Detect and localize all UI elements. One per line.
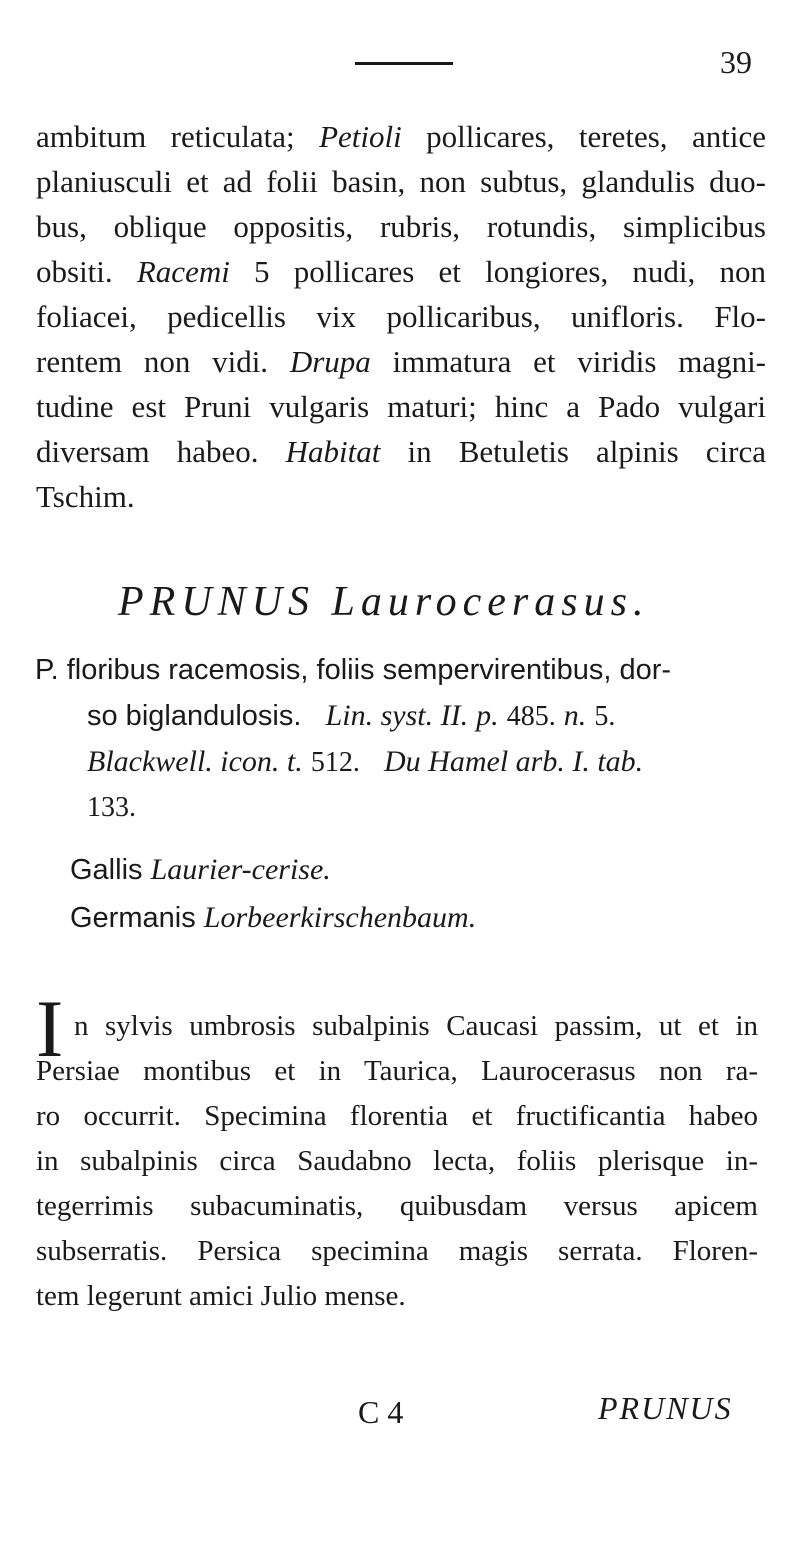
header-rule <box>355 62 453 65</box>
drop-cap: I <box>36 983 64 1074</box>
page-number: 39 <box>720 44 752 80</box>
text-line: tem legerunt amici Julio mense. <box>36 1280 406 1312</box>
diagnosis-line: 133. <box>87 792 136 823</box>
text-line: n sylvis umbrosis subalpinis Caucasi passim, ut et in <box>74 1010 758 1042</box>
vernacular-names <box>70 846 476 942</box>
text-line: diversam habeo. Habitat in Betuletis alpinis circa <box>36 434 766 469</box>
text-line: foliacei, pedicellis vix pollicaribus, unifloris. Flo- <box>36 299 766 334</box>
text-line: rentem non vidi. Drupa immatura et viridis magni- <box>36 344 767 379</box>
text-line: bus, oblique oppositis, rubris, rotundis, simplicibus <box>36 209 766 244</box>
text-line: subserratis. Persica specimina magis serrata. Floren- <box>36 1235 758 1267</box>
paragraph-description <box>36 114 766 519</box>
text-line: tegerrimis subacuminatis, quibusdam versus apicem <box>36 1190 758 1222</box>
text-line: obsiti. Racemi 5 pollicares et longiores, nudi, non <box>36 254 766 289</box>
text-line: planiusculi et ad folii basin, non subtus, glandulis duo- <box>36 164 766 199</box>
vernacular-germanis: Germanis Lorbeerkirschenbaum. <box>70 901 477 934</box>
text-line: Persiae montibus et in Taurica, Laurocerasus non ra- <box>36 1055 758 1087</box>
diagnosis-line: Blackwell. icon. t. 512. Du Hamel arb. I. tab. <box>87 745 644 778</box>
text-line: ambitum reticulata; Petioli pollicares, teretes, antice <box>36 119 766 154</box>
catchword: PRUNUS <box>598 1390 733 1426</box>
diagnosis-line: so biglandulosis. Lin. syst. II. p. 485. n. 5. <box>87 699 616 732</box>
text-line: in subalpinis circa Saudabno lecta, foliis plerisque in- <box>36 1145 758 1177</box>
species-heading: PRUNUS Laurocerasus. <box>118 579 650 625</box>
species-diagnosis <box>35 648 765 830</box>
paragraph-habitat <box>36 1004 758 1319</box>
diagnosis-line: P. floribus racemosis, foliis sempervirentibus, dor- <box>35 654 672 686</box>
text-line: Tschim. <box>36 479 135 514</box>
vernacular-gallis: Gallis Laurier-cerise. <box>70 853 331 886</box>
text-line: tudine est Pruni vulgaris maturi; hinc a Pado vulgari <box>36 389 766 424</box>
text-line: ro occurrit. Specimina florentia et fructificantia habeo <box>36 1100 758 1132</box>
signature-mark: C 4 <box>358 1394 404 1430</box>
